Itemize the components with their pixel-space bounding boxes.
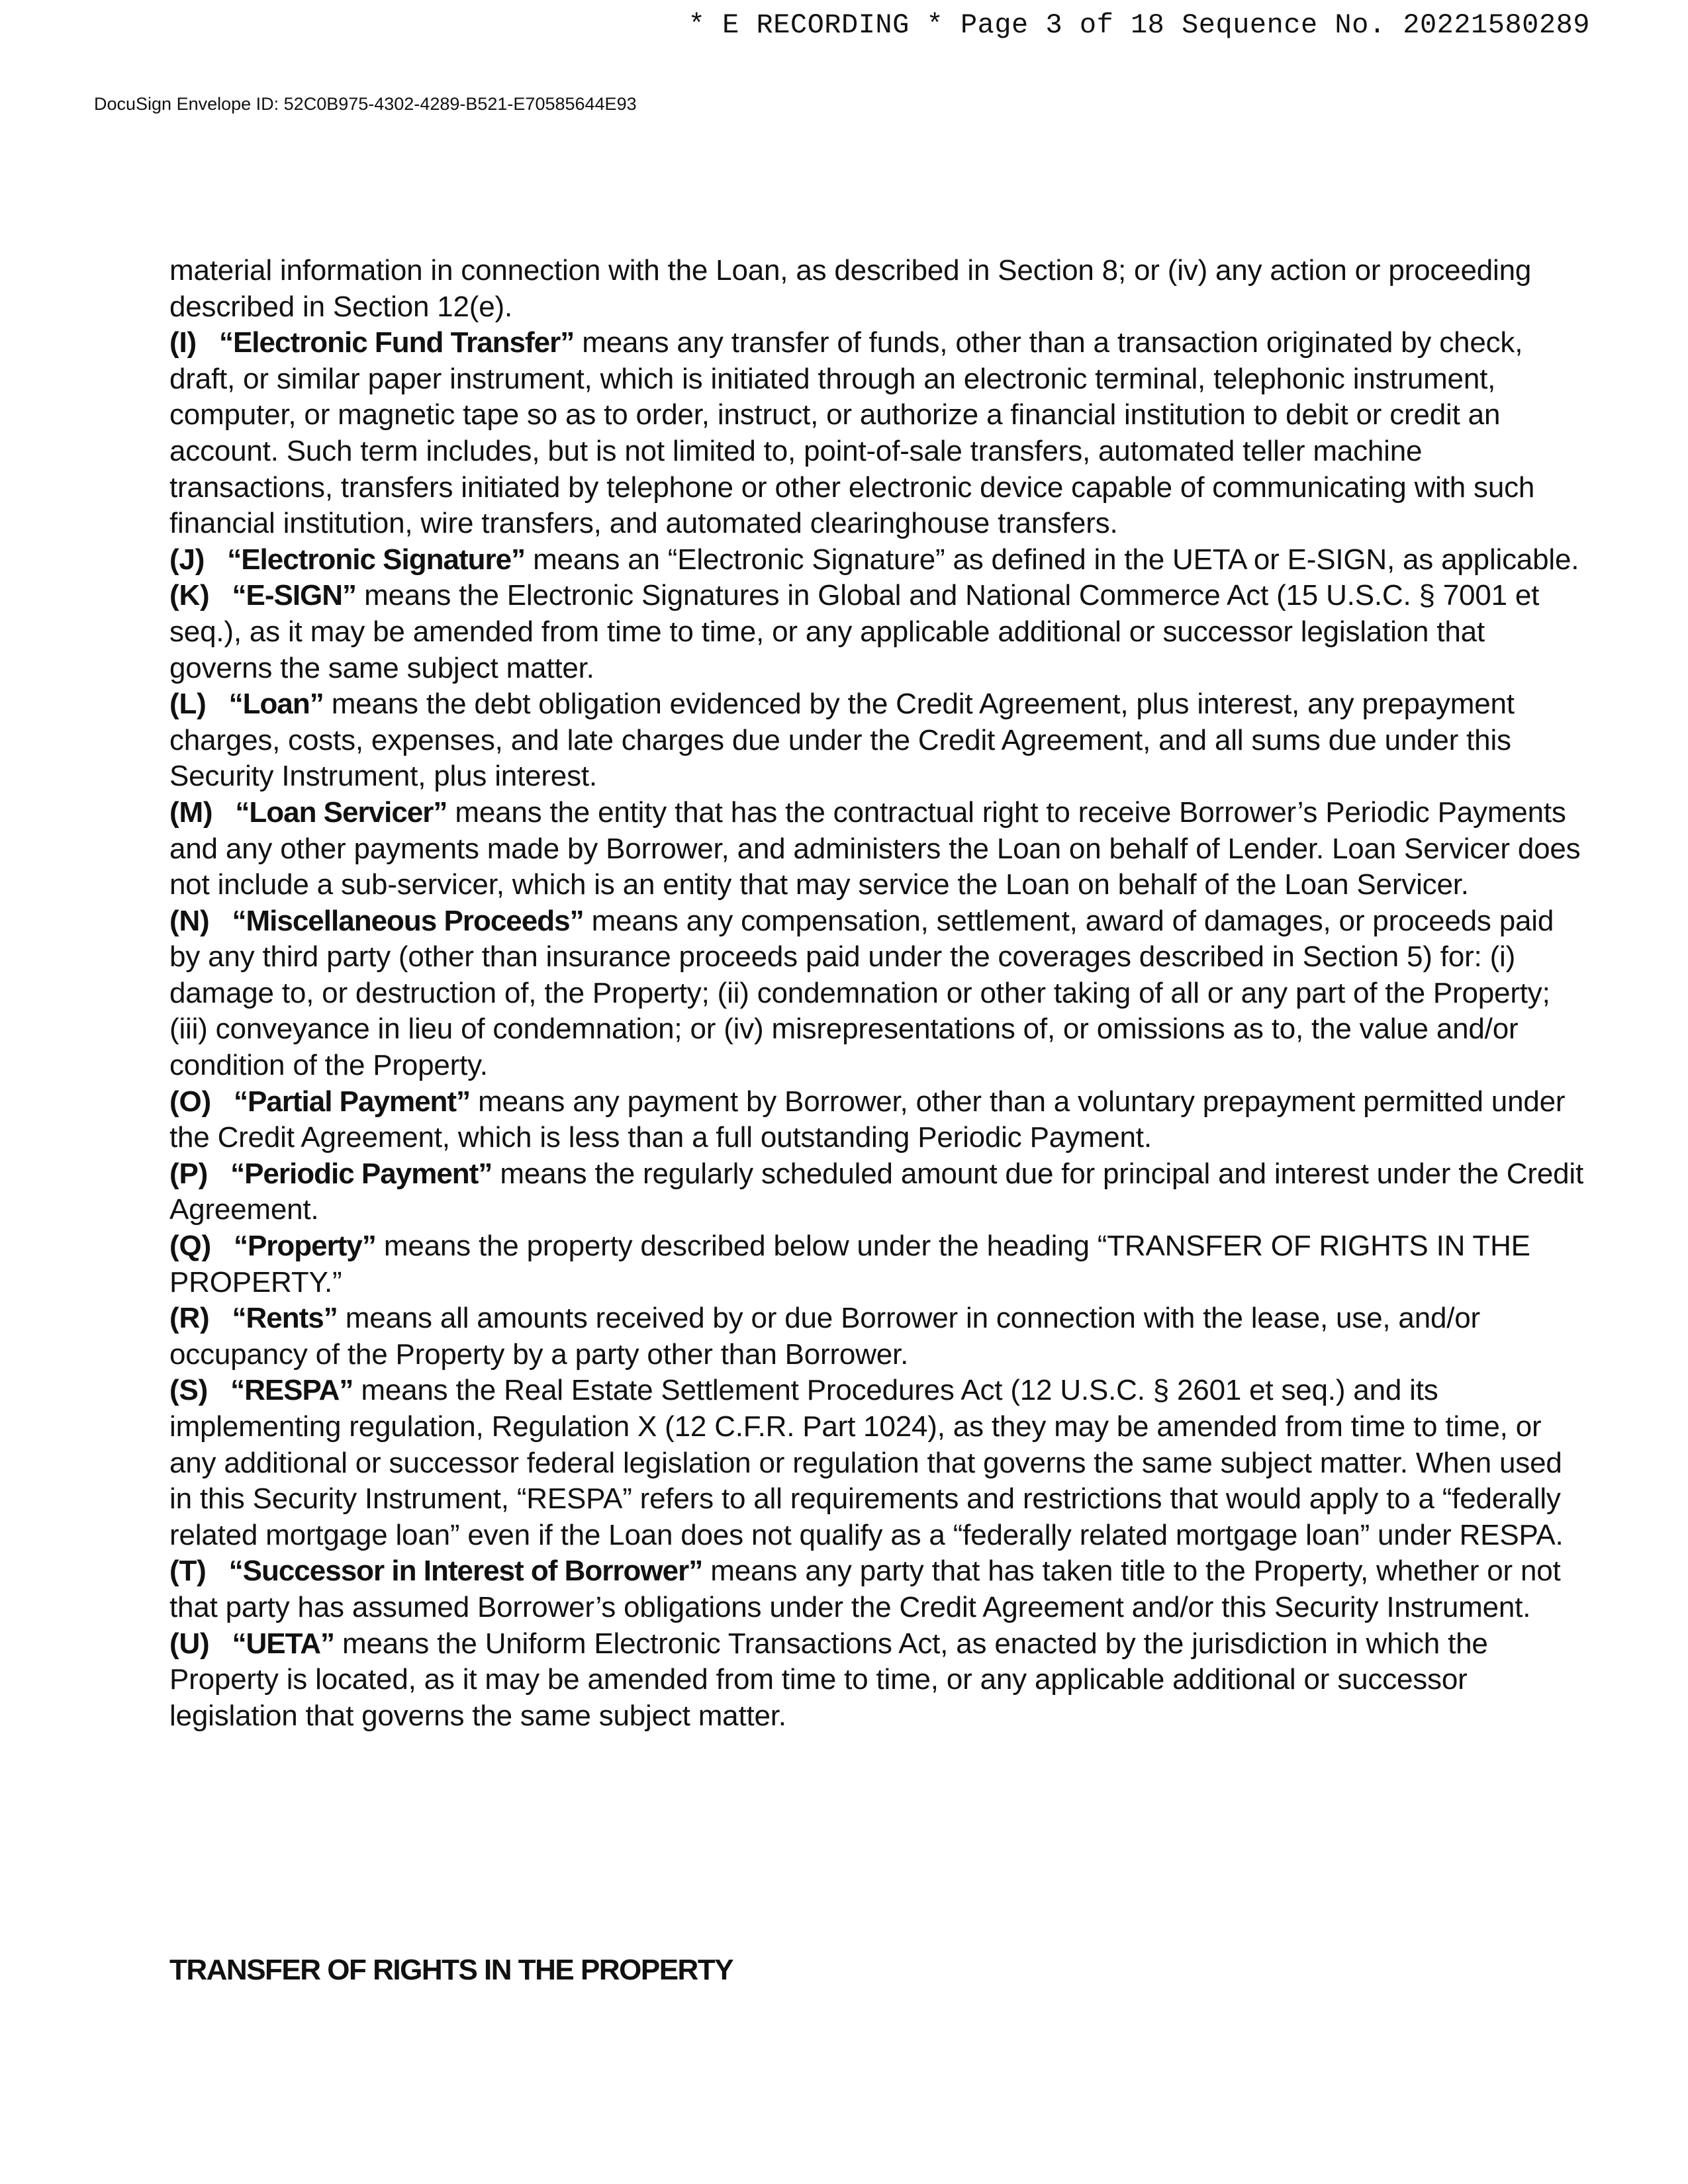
definition-term: “Electronic Signature” xyxy=(227,543,526,576)
definition-term: “UETA” xyxy=(232,1627,334,1660)
definition-text: means an “Electronic Signature” as defined in the UETA or E-SIGN, as applicable. xyxy=(525,543,1579,576)
definition-t xyxy=(169,1553,1586,1625)
definition-q xyxy=(169,1228,1586,1300)
definition-m xyxy=(169,795,1586,903)
definition-text: means any party that has taken title to the Property, whether or not that party has assumed Borrower’s obligations under the Credit Agreement and/or this Security Instrument. xyxy=(169,1555,1561,1623)
definition-letter: (Q) xyxy=(169,1230,211,1263)
definition-term: “Property” xyxy=(233,1230,376,1263)
definition-term: “Rents” xyxy=(232,1302,338,1335)
definition-text: means the debt obligation evidenced by the Credit Agreement, plus interest, any prepayment charges, costs, expenses, and late charges due under the Credit Agreement, and all sums due under this Security Instrument, plus interest. xyxy=(169,688,1515,793)
definition-term: “Miscellaneous Proceeds” xyxy=(232,904,584,937)
definition-term: “E-SIGN” xyxy=(232,579,357,612)
definition-letter: (P) xyxy=(169,1157,209,1190)
definition-text: means any payment by Borrower, other than a voluntary prepayment permitted under the Credit Agreement, which is less than a full outstanding Periodic Payment. xyxy=(169,1085,1566,1154)
definition-term: “Successor in Interest of Borrower” xyxy=(228,1555,703,1588)
definition-letter: (S) xyxy=(169,1374,209,1407)
definition-letter: (I) xyxy=(169,326,197,359)
definition-text: means all amounts received by or due Borrower in connection with the lease, use, and/or occupancy of the Property by a party other than Borrower. xyxy=(169,1302,1480,1371)
definition-term: “Loan” xyxy=(228,688,324,721)
definition-letter: (N) xyxy=(169,904,210,937)
definition-text: means any transfer of funds, other than a transaction originated by check, draft, or similar paper instrument, which is initiated through an electronic terminal, telephonic instrument, computer, or magnetic tape so as to order, instruct, or authorize a financial institution to debit or credit an account. Such term includes, but is not limited to, point-of-sale transfers, automated teller machine transactions, transfers initiated by telephone or other electronic device capable of communicating with such financial institution, wire transfers, and automated clearinghouse transfers. xyxy=(169,326,1535,540)
definition-letter: (M) xyxy=(169,796,213,829)
definition-term: “Partial Payment” xyxy=(233,1085,471,1118)
definition-letter: (O) xyxy=(169,1085,211,1118)
docusign-envelope-id: DocuSign Envelope ID: 52C0B975-4302-4289-B521-E70585644E93 xyxy=(94,94,637,114)
definition-letter: (L) xyxy=(169,688,207,721)
definition-l xyxy=(169,686,1586,795)
definition-text: means the Uniform Electronic Transactions Act, as enacted by the jurisdiction in which the Property is located, as it may be amended from time to time, or any applicable additional or successor legislation that governs the same subject matter. xyxy=(169,1627,1488,1732)
definition-j xyxy=(169,542,1586,578)
definition-letter: (J) xyxy=(169,543,205,576)
definition-term: “Loan Servicer” xyxy=(235,796,447,829)
definition-letter: (T) xyxy=(169,1555,207,1588)
definition-term: “Electronic Fund Transfer” xyxy=(218,326,575,359)
definition-letter: (R) xyxy=(169,1302,210,1335)
definition-o xyxy=(169,1084,1586,1156)
definition-text: means the property described below under the heading “TRANSFER OF RIGHTS IN THE PROPERTY.” xyxy=(169,1230,1530,1298)
definition-text: means the entity that has the contractual right to receive Borrower’s Periodic Payments and any other payments made by Borrower, and administers the Loan on behalf of Lender. Loan Servicer does not include a sub-servicer, which is an entity that may service the Loan on behalf of the Loan Servicer. xyxy=(169,796,1581,901)
definition-n xyxy=(169,903,1586,1084)
definition-term: “RESPA” xyxy=(230,1374,353,1407)
definition-i xyxy=(169,325,1586,542)
definition-text: means the regularly scheduled amount due for principal and interest under the Credit Agreement. xyxy=(169,1157,1583,1226)
definition-p xyxy=(169,1156,1586,1228)
definition-letter: (U) xyxy=(169,1627,210,1660)
intro-paragraph: material information in connection with the Loan, as described in Section 8; or (iv) any action or proceeding described in Section 12(e). xyxy=(169,254,1532,323)
definition-k xyxy=(169,578,1586,686)
definition-text: means any compensation, settlement, award of damages, or proceeds paid by any third party (other than insurance proceeds paid under the coverages described in Section 5) for: (i) damage to, or destruction of, the Property; (ii) condemnation or other taking of all or any part of the Property; (iii) conveyance in lieu of condemnation; or (iv) misrepresentations of, or omissions as to, the value and/or condition of the Property. xyxy=(169,904,1554,1082)
document-body xyxy=(169,253,1586,1734)
definition-text: means the Electronic Signatures in Global and National Commerce Act (15 U.S.C. § 7001 et seq.), as it may be amended from time to time, or any applicable additional or successor legislation that governs the same subject matter. xyxy=(169,579,1540,684)
definition-r xyxy=(169,1300,1586,1373)
definition-u xyxy=(169,1626,1586,1735)
definition-text: means the Real Estate Settlement Procedures Act (12 U.S.C. § 2601 et seq.) and its implementing regulation, Regulation X (12 C.F.R. Part 1024), as they may be amended from time to time, or any additional or successor federal legislation or regulation that governs the same subject matter. When used in this Security Instrument, “RESPA” refers to all requirements and restrictions that would apply to a “federally related mortgage loan” even if the Loan does not qualify as a “federally related mortgage loan” under RESPA. xyxy=(169,1374,1564,1551)
definition-term: “Periodic Payment” xyxy=(230,1157,492,1190)
recording-header: * E RECORDING * Page 3 of 18 Sequence No. 20221580289 xyxy=(688,9,1590,41)
definition-letter: (K) xyxy=(169,579,210,612)
definition-s xyxy=(169,1373,1586,1553)
section-heading: TRANSFER OF RIGHTS IN THE PROPERTY xyxy=(169,1954,733,1986)
